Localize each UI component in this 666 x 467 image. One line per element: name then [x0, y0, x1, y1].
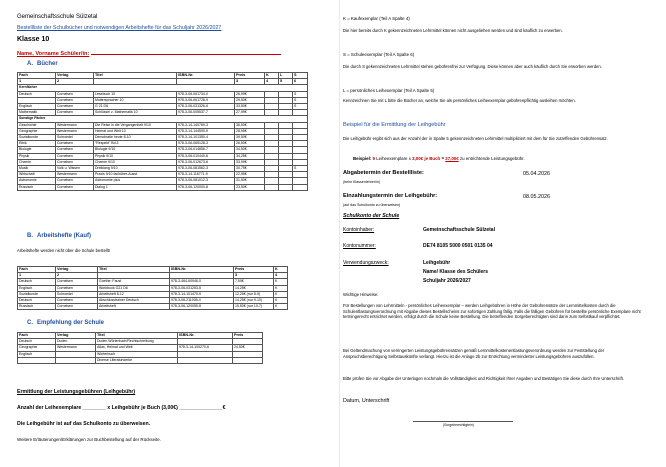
student-name-line[interactable] — [91, 49, 281, 55]
signature-caption: (Sorgeberechtigte/n) — [443, 423, 474, 427]
table-cell: Cornelsen — [56, 178, 94, 184]
table-cell: Verlag — [56, 333, 96, 339]
calc-price: 3,00€ je Buch — [412, 156, 441, 161]
table-cell: Goethe: Faust — [98, 279, 170, 285]
table-cell: Biologie — [18, 147, 56, 153]
example-heading: Beispiel für die Ermittlung der Leihgebühr — [343, 122, 446, 128]
table-cell: Cornelsen — [56, 141, 94, 147]
table-cell: Physik — [18, 153, 56, 159]
account-number-label: Kontonummer: — [343, 243, 376, 249]
table-cell: ISBN-Nr. — [177, 73, 235, 79]
calc-eq: = — [441, 156, 445, 161]
table-cell: Cornelsen — [56, 279, 98, 285]
notes-paragraph-1: Für Bestellungen von Lehrmitteln - persönliches Leiheexemplar – werden Leihgebühren in Höhe der Gebührensätze der Lernmittelkosten durch die Schulentlastungsverordnung mit Abgabe dieses Bestellscheins zur sofortigen Zahlung fällig. Falls die fälligen Gebühren für bestellte persönliche Exemplare nicht termingerecht entrichtet werden, erfolgt durch die Schule keine Bestellung. Die betreffenden Sorgeberechtigten sind dann zum Selbstkauf verpflichtet. — [343, 303, 641, 320]
table-cell: Wörterbuch — [96, 351, 178, 357]
table-cell: 24,50€ — [233, 345, 263, 351]
pay-label: Einzahlungstermin der Leihgebühr: — [343, 193, 438, 199]
table-cell: Titel — [96, 333, 178, 339]
table-cell: Physik 9/10 — [94, 153, 177, 159]
table-cell: Lesebuch 10 — [94, 91, 177, 97]
table-cell: Cornelsen — [56, 97, 94, 103]
purpose-value-1: Leihgebühr — [423, 260, 451, 266]
table-group-label: Sonstige Fächer — [18, 116, 308, 122]
table-cell: Verlag — [56, 267, 98, 273]
table-cell: Duden — [56, 339, 96, 345]
table-cell: Cornelsen — [56, 184, 94, 190]
left-column — [15, 0, 335, 467]
table-cell: Russisch — [18, 184, 56, 190]
table-cell: Englisch — [18, 285, 56, 291]
table-cell: Cornelsen — [56, 110, 94, 116]
table-cell: Arbeitsheft — [98, 304, 170, 310]
table-cell: 14,25€ (nur 9-10) — [234, 298, 274, 304]
section-b-title: Arbeitshefte (Kauf) — [37, 233, 92, 239]
table-cell — [233, 357, 263, 363]
table-cell: Astronomie plus — [94, 178, 177, 184]
example-calculation — [353, 156, 525, 161]
table-cell: Westermann — [56, 345, 96, 351]
table-cell: 34,50€ — [235, 147, 265, 153]
table-cell: G 21 D6 — [94, 104, 177, 110]
table-cell: Duden Wörterbuch/Rechtschreibung — [96, 339, 178, 345]
table-cell: K — [274, 267, 288, 273]
table-cell: K — [274, 285, 288, 291]
table-cell — [265, 184, 279, 190]
table-cell: Mutterspracher 10 — [94, 97, 177, 103]
table-cell: Geschichte — [18, 122, 56, 128]
table-cell: 978-3-14-144590-9 — [177, 128, 235, 134]
owner-value: Gemeinschaftsschule Sülzetal — [423, 227, 495, 233]
table-cell: 978-3-14-116771-9 — [177, 172, 235, 178]
table-cell: Die Reise in die Vergangenheit 9/10 — [94, 122, 177, 128]
workbooks-table — [17, 266, 288, 310]
table-cell — [18, 357, 56, 363]
pay-sub: (auf das Schulkonto zu überweisen) — [343, 203, 401, 207]
section-a-number: A. — [27, 61, 33, 67]
table-cell: Westermann — [56, 172, 94, 178]
table-cell: Preis — [235, 73, 265, 79]
table-cell: K — [265, 73, 279, 79]
deadline-label: Abgabetermin der Bestellliste: — [343, 170, 424, 176]
table-cell: 26,99€ — [235, 91, 265, 97]
table-cell: S — [293, 91, 308, 97]
legend-s-title: S = Schuleexemplar (Teil A Spalte 6) — [343, 52, 415, 57]
table-cell: Workbook G21 D6 — [98, 285, 170, 291]
table-cell: Diverse Literaturwerke — [96, 357, 178, 363]
table-cell: 978-3-14-101470-9 — [170, 291, 234, 297]
table-cell: Westermann — [56, 122, 94, 128]
table-cell: 978-3-06-211005-4 — [170, 298, 234, 304]
table-cell: Russisch — [18, 304, 56, 310]
table-cell: Deutsch — [18, 298, 56, 304]
table-cell: K — [274, 291, 288, 297]
table-cell: "Respekt" Bd.3 — [94, 141, 177, 147]
table-cell — [279, 184, 293, 190]
recommendation-table — [17, 332, 263, 364]
table-cell: Schroedel — [56, 291, 98, 297]
table-cell: Cornelsen — [56, 285, 98, 291]
table-group-label: Kernfächer — [18, 85, 308, 91]
table-cell — [178, 357, 233, 363]
section-b-heading — [27, 233, 91, 239]
table-cell: Westermann — [56, 128, 94, 134]
section-c-number: C. — [27, 320, 33, 326]
column-divider — [339, 0, 340, 467]
deadline-value: 05.04.2026 — [523, 171, 550, 177]
legend-l-text: Kennzeichnen Sie mit L bitte die Bücher an, welche Sie als persönliches Leiheexemplar gebührenpflichtig ausleihen möchten. — [343, 98, 576, 103]
table-cell: Fach — [18, 333, 56, 339]
table-row — [18, 357, 263, 363]
table-cell: Englisch — [18, 104, 56, 110]
table-cell: Heimat und Welt 10 — [94, 128, 177, 134]
table-cell: 30,75€ — [235, 166, 265, 172]
calc-suffix: zu entrichtende Leistungsgebühr. — [459, 156, 525, 161]
table-cell: Deutsch — [18, 91, 56, 97]
table-cell: 978-3-14-140769-3 — [177, 122, 235, 128]
section-c-title: Empfehlung der Schule — [37, 320, 105, 326]
table-cell: 29,50€ — [235, 97, 265, 103]
table-cell: Verlag — [56, 73, 94, 79]
table-cell: 7,50€ — [234, 279, 274, 285]
fee-formula[interactable]: Anzahl der Leihexemplare ________ x Leihgebühr je Buch (3,00€) _______________€ — [17, 405, 226, 411]
table-cell: Arbeitsheft 8-12 — [98, 291, 170, 297]
table-cell: Geographie — [18, 345, 56, 351]
table-cell: ISBN-Nr. — [170, 267, 234, 273]
table-cell: 978-3-06-012673-6 — [177, 159, 235, 165]
table-cell: 978-3-06-081012-3 — [177, 178, 235, 184]
table-cell: Sozialkunde — [18, 135, 56, 141]
table-cell: L — [279, 73, 293, 79]
table-cell: Cornelsen — [56, 153, 94, 159]
table-cell: 978-3-06-061734-0 — [177, 91, 235, 97]
table-cell: Demokratie heute 8-10 — [94, 135, 177, 141]
table-cell: 27,99€ — [235, 110, 265, 116]
table-cell: 978-3-06-005537-7 — [177, 110, 235, 116]
signature-label: Datum, Unterschrift — [343, 398, 390, 404]
class-label: Klasse 10 — [17, 36, 50, 43]
table-cell: Astronomie — [18, 178, 56, 184]
section-c-heading — [27, 320, 104, 326]
table-cell: 23,50€ — [235, 184, 265, 190]
calc-total: 27,00€ — [445, 156, 459, 161]
notes-paragraph-2: Bei Geltendmachung von verringerten Leistungsgebührensätzen gemäß Lernmittelkostenentlastungsverordnung werden zur Feststellung der Anspruchsberechtigung Selbstauskünfte verlangt. Hierzu ist die Anlage 2b zur Entrichtung verminderter Leistungsgebühren auszufüllen. — [343, 348, 605, 359]
table-cell: 978-3-06-081562-3 — [177, 166, 235, 172]
table-cell: Geographie — [18, 128, 56, 134]
table-cell: Biologie 9/10 — [94, 147, 177, 153]
table-cell: 12,25€ (nur 8-9) — [234, 291, 274, 297]
table-cell: Titel — [98, 267, 170, 273]
table-cell: Musik — [18, 166, 56, 172]
pay-value: 08.05.2026 — [523, 194, 550, 200]
table-cell: 6 — [293, 79, 308, 85]
table-cell: Cornelsen — [56, 159, 94, 165]
calc-mid: Leiheexemplare x — [376, 156, 411, 161]
table-cell: Titel — [94, 73, 177, 79]
table-row — [18, 184, 308, 190]
table-cell: 39,50€ — [235, 135, 265, 141]
purpose-label: Verwendungszweck: — [343, 260, 389, 266]
legend-k-text: Die hier bereits durch K gekennzeichneten Lehrmittel können nicht ausgeliehen werden und sind käuflich zu erwerben. — [343, 28, 563, 33]
student-name-label: Name, Vorname Schüler/in: — [17, 51, 90, 57]
purpose-value-3: Schuljahr 2026/2027 — [423, 278, 471, 284]
table-cell — [293, 184, 308, 190]
table-cell: 978-3-464-60946-0 — [170, 279, 234, 285]
table-row — [18, 304, 288, 310]
table-cell: 4 — [274, 273, 288, 279]
right-column — [343, 0, 656, 467]
legend-l-title: L = persönliches Leihexemplar (Teil A Spalte 5) — [343, 88, 435, 93]
table-cell: 978-3-06-120000-8 — [177, 184, 235, 190]
table-cell: Cornelsen — [56, 104, 94, 110]
legend-s-text: Die durch S gekennzeichneten Lehrmittel stehen gebührenfrei zur Verfügung. Diese können aber auch käuflich durch Sie erworben werden. — [343, 64, 602, 69]
table-cell: Deutsch — [18, 279, 56, 285]
table-cell: Mathematik — [18, 110, 56, 116]
table-cell: 14,25€ — [234, 285, 274, 291]
table-cell: S — [293, 104, 308, 110]
signature-line[interactable] — [413, 421, 513, 422]
student-name-field[interactable] — [17, 49, 281, 57]
document-title: Bestellliste der Schulbücher und notwendigen Arbeitshefte für das Schuljahr 2026/2027 — [17, 25, 222, 31]
table-cell: 2 — [56, 79, 94, 85]
table-cell: Schlüssel z. Mathematik 10 — [94, 110, 177, 116]
books-table — [17, 72, 308, 191]
table-cell: S — [293, 97, 308, 103]
section-b-number: B. — [27, 233, 33, 239]
table-cell: 978-3-06-031253-5 — [170, 285, 234, 291]
table-cell: 978-3-06-061728-9 — [177, 97, 235, 103]
table-cell: 1 — [18, 79, 56, 85]
table-cell: Cornelsen — [56, 298, 98, 304]
table-cell: 978-3-14-101350-4 — [177, 135, 235, 141]
table-cell: K — [274, 298, 288, 304]
table-cell: 978-3-06-120055-8 — [170, 304, 234, 310]
table-cell: 36,50€ — [235, 122, 265, 128]
table-cell: Wirtschaft — [18, 172, 56, 178]
table-cell: 3 — [235, 79, 265, 85]
table-cell: Fach — [18, 73, 56, 79]
table-cell: Dreiklang 9/10 — [94, 166, 177, 172]
table-cell: Chemie 9/10 — [94, 159, 177, 165]
table-cell: 978-3-06-065128-3 — [177, 141, 235, 147]
table-cell: Sozialkunde — [18, 291, 56, 297]
table-cell: Chemie — [18, 159, 56, 165]
table-cell: Praxis 9/10 fachüber-Ausst. — [94, 172, 177, 178]
table-cell: S — [293, 73, 308, 79]
table-cell: K — [274, 304, 288, 310]
table-cell: 978-3-06-014856-7 — [177, 147, 235, 153]
fee-heading: Ermittlung der Leistungsgebühren (Leihgebühr) — [17, 389, 136, 395]
table-cell: Abschlusstrainer Deutsch — [98, 298, 170, 304]
workbook-note: Arbeitshefte werden nicht über die Schule bestellt! — [17, 248, 111, 253]
table-cell: 15,50€ (nur 10-7) — [234, 304, 274, 310]
table-cell: Atlas, Heimat und Welt — [96, 345, 178, 351]
notes-paragraph-3: Bitte prüfen Sie vor Abgabe der Unterlagen nochmals die Vollständigkeit und Richtigkeit Ihrer Angaben und Bestätigen Sie diese durch Ihre Unterschrift. — [343, 376, 624, 381]
table-cell: Fach — [18, 267, 56, 273]
table-cell: 22,95€ — [235, 172, 265, 178]
table-cell: 33,99€ — [235, 159, 265, 165]
section-a-heading — [27, 61, 58, 67]
section-a-title: Bücher — [37, 61, 58, 67]
table-cell: Preis — [234, 267, 274, 273]
table-cell — [56, 357, 96, 363]
table-cell: 28,95€ — [235, 128, 265, 134]
account-heading: Schulkonto der Schule — [343, 213, 400, 219]
table-cell: 31,50€ — [235, 178, 265, 184]
table-cell: Ethik — [18, 141, 56, 147]
table-cell: Volk u. Wissen — [56, 166, 94, 172]
example-text: Die Leihgebühr ergibt sich aus der Anzahl der in Spalte 5 gekennzeichneten Lehrmittel multipliziert mit dem für Sie zutreffenden Gebührensatz. — [343, 136, 608, 141]
table-cell: ISBN-Nr. — [178, 333, 233, 339]
table-cell: 33,50€ — [235, 104, 265, 110]
account-number-value: DE74 8105 5000 0501 0135 04 — [423, 243, 493, 249]
table-cell: 5 — [279, 79, 293, 85]
table-cell: Cornelsen — [56, 304, 98, 310]
table-cell: K — [274, 279, 288, 285]
fee-transfer-note: Die Leihgebühr ist auf das Schulkonto zu überweisen. — [17, 421, 151, 427]
legend-k-title: K = Kaufexemplar (Teil A Spalte 4) — [343, 16, 410, 21]
table-cell: Dialog 1 — [94, 184, 177, 190]
purpose-value-2: Name/ Klasse des Schülers — [423, 269, 489, 275]
owner-label: Kontoinhaber: — [343, 227, 375, 233]
table-cell: Deutsch — [18, 339, 56, 345]
calc-count: 9 — [372, 156, 375, 161]
school-name: Gemeinschaftsschule Sülzetal — [17, 14, 98, 20]
table-cell: Cornelsen — [56, 147, 94, 153]
table-cell: 34,25€ — [235, 153, 265, 159]
fee-more-info: Weitere Erläuterungen/Erklärungen zur Buchbestellung auf der Rückseite. — [17, 437, 161, 442]
table-cell: 1 — [18, 273, 56, 279]
table-cell: 26,50€ — [235, 141, 265, 147]
table-cell: Schroedel — [56, 135, 94, 141]
table-cell: 2 — [56, 273, 98, 279]
table-cell: 978-3-06-031326-6 — [177, 104, 235, 110]
table-cell: 3 — [234, 273, 274, 279]
table-cell: S — [293, 166, 308, 172]
table-cell: Cornelsen — [56, 91, 94, 97]
table-cell: 978-3-06-010440-6 — [177, 153, 235, 159]
table-cell: 4 — [265, 79, 279, 85]
table-cell: Englisch — [18, 351, 56, 357]
notes-heading: Wichtige Hinweise: — [343, 292, 379, 297]
table-cell: 978-3-14-100270-6 — [178, 345, 233, 351]
deadline-sub: (beim Klassenlehrer/in) — [343, 180, 380, 184]
calc-prefix: Beispiel: — [353, 156, 372, 161]
table-cell: Preis — [233, 333, 263, 339]
